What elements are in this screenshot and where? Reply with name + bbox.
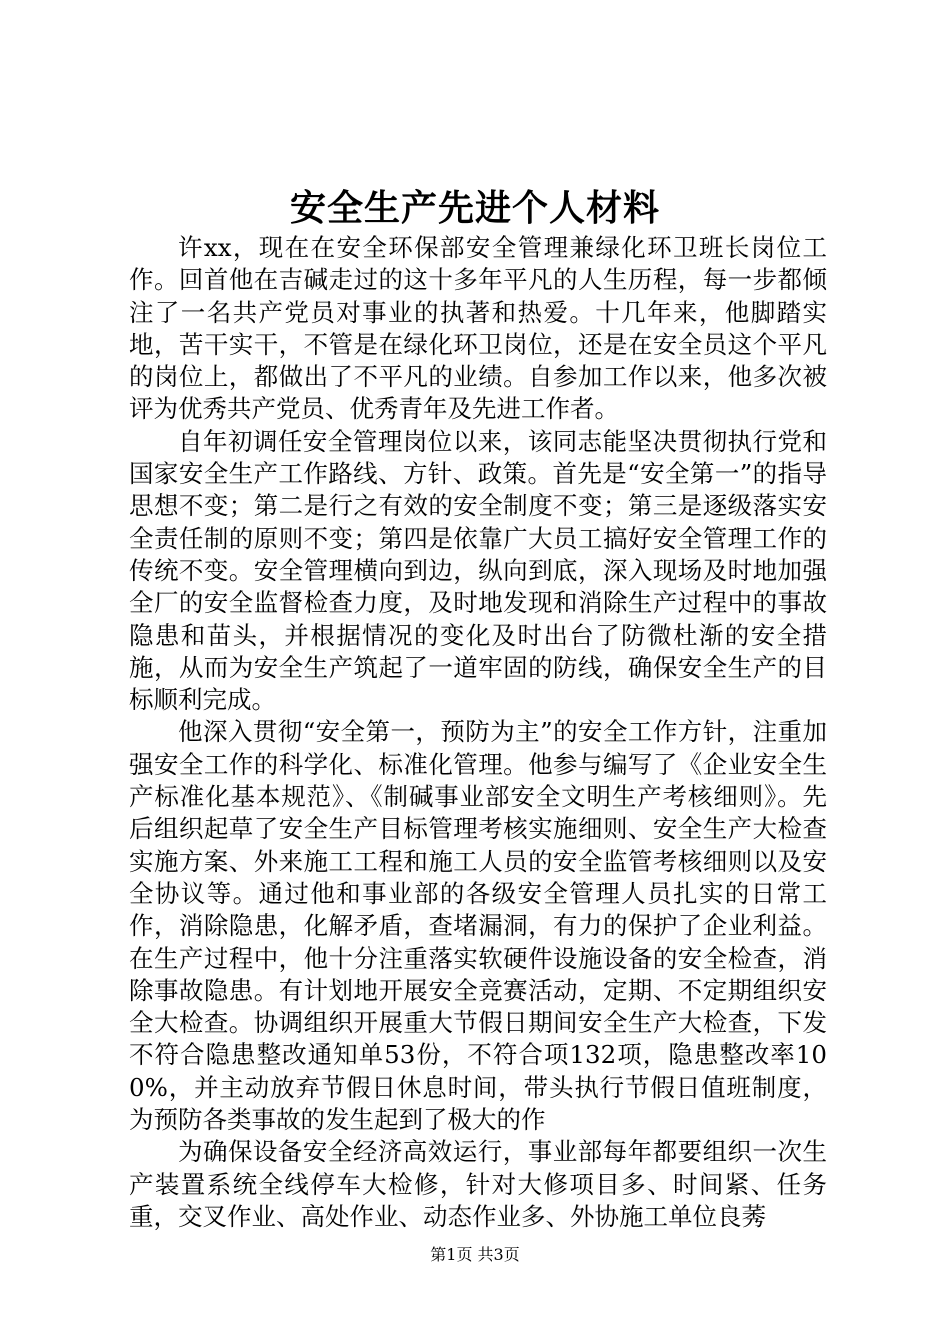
paragraph-3: 他深入贯彻“安全第一，预防为主”的安全工作方针，注重加强安全工作的科学化、标准化管理。他参与编写了《企业安全生产标准化基本规范》、《制碱事业部安全文明生产考核细则》。先后组织起草了安全生产目标管理考核实施细则、安全生产大检查实施方案、外来施工工程和施工人员的安全监管考核细则以及安全协议等。通过他和事业部的各级安全管理人员扎实的日常工作，消除隐患，化解矛盾，查堵漏洞，有力的保护了企业利益。在生产过程中，他十分注重落实软硬件设施设备的安全检查，消除事故隐患。有计划地开展安全竞赛活动，定期、不定期组织安全大检查。协调组织开展重大节假日期间安全生产大检查，下发不符合隐患整改通知单53份，不符合项132项，隐患整改率100%，并主动放弃节假日休息时间，带头执行节假日值班制度，为预防各类事故的发生起到了极大的作 <box>129 717 827 1135</box>
page-number-footer: 第1页 共3页 <box>430 1245 520 1264</box>
paragraph-4: 为确保设备安全经济高效运行，事业部每年都要组织一次生产装置系统全线停车大检修，针对大修项目多、时间紧、任务重，交叉作业、高处作业、动态作业多、外协施工单位良莠 <box>129 1137 827 1231</box>
paragraph-1: 许xx，现在在安全环保部安全管理兼绿化环卫班长岗位工作。回首他在吉碱走过的这十多年平凡的人生历程，每一步都倾注了一名共产党员对事业的执著和热爱。十几年来，他脚踏实地，苦干实干，不管是在绿化环卫岗位，还是在安全员这个平凡的岗位上，都做出了不平凡的业绩。自参加工作以来，他多次被评为优秀共产党员、优秀青年及先进工作者。 <box>129 233 827 424</box>
document-body <box>129 232 827 1233</box>
paragraph-2: 自年初调任安全管理岗位以来，该同志能坚决贯彻执行党和国家安全生产工作路线、方针、政策。首先是“安全第一”的指导思想不变；第二是行之有效的安全制度不变；第三是逐级落实安全责任制的原则不变；第四是依靠广大员工搞好安全管理工作的传统不变。安全管理横向到边，纵向到底，深入现场及时地加强全厂的安全监督检查力度，及时地发现和消除生产过程中的事故隐患和苗头，并根据情况的变化及时出台了防微杜渐的安全措施，从而为安全生产筑起了一道牢固的防线，确保安全生产的目标顺利完成。 <box>129 426 827 715</box>
document-title: 安全生产先进个人材料 <box>289 188 660 229</box>
